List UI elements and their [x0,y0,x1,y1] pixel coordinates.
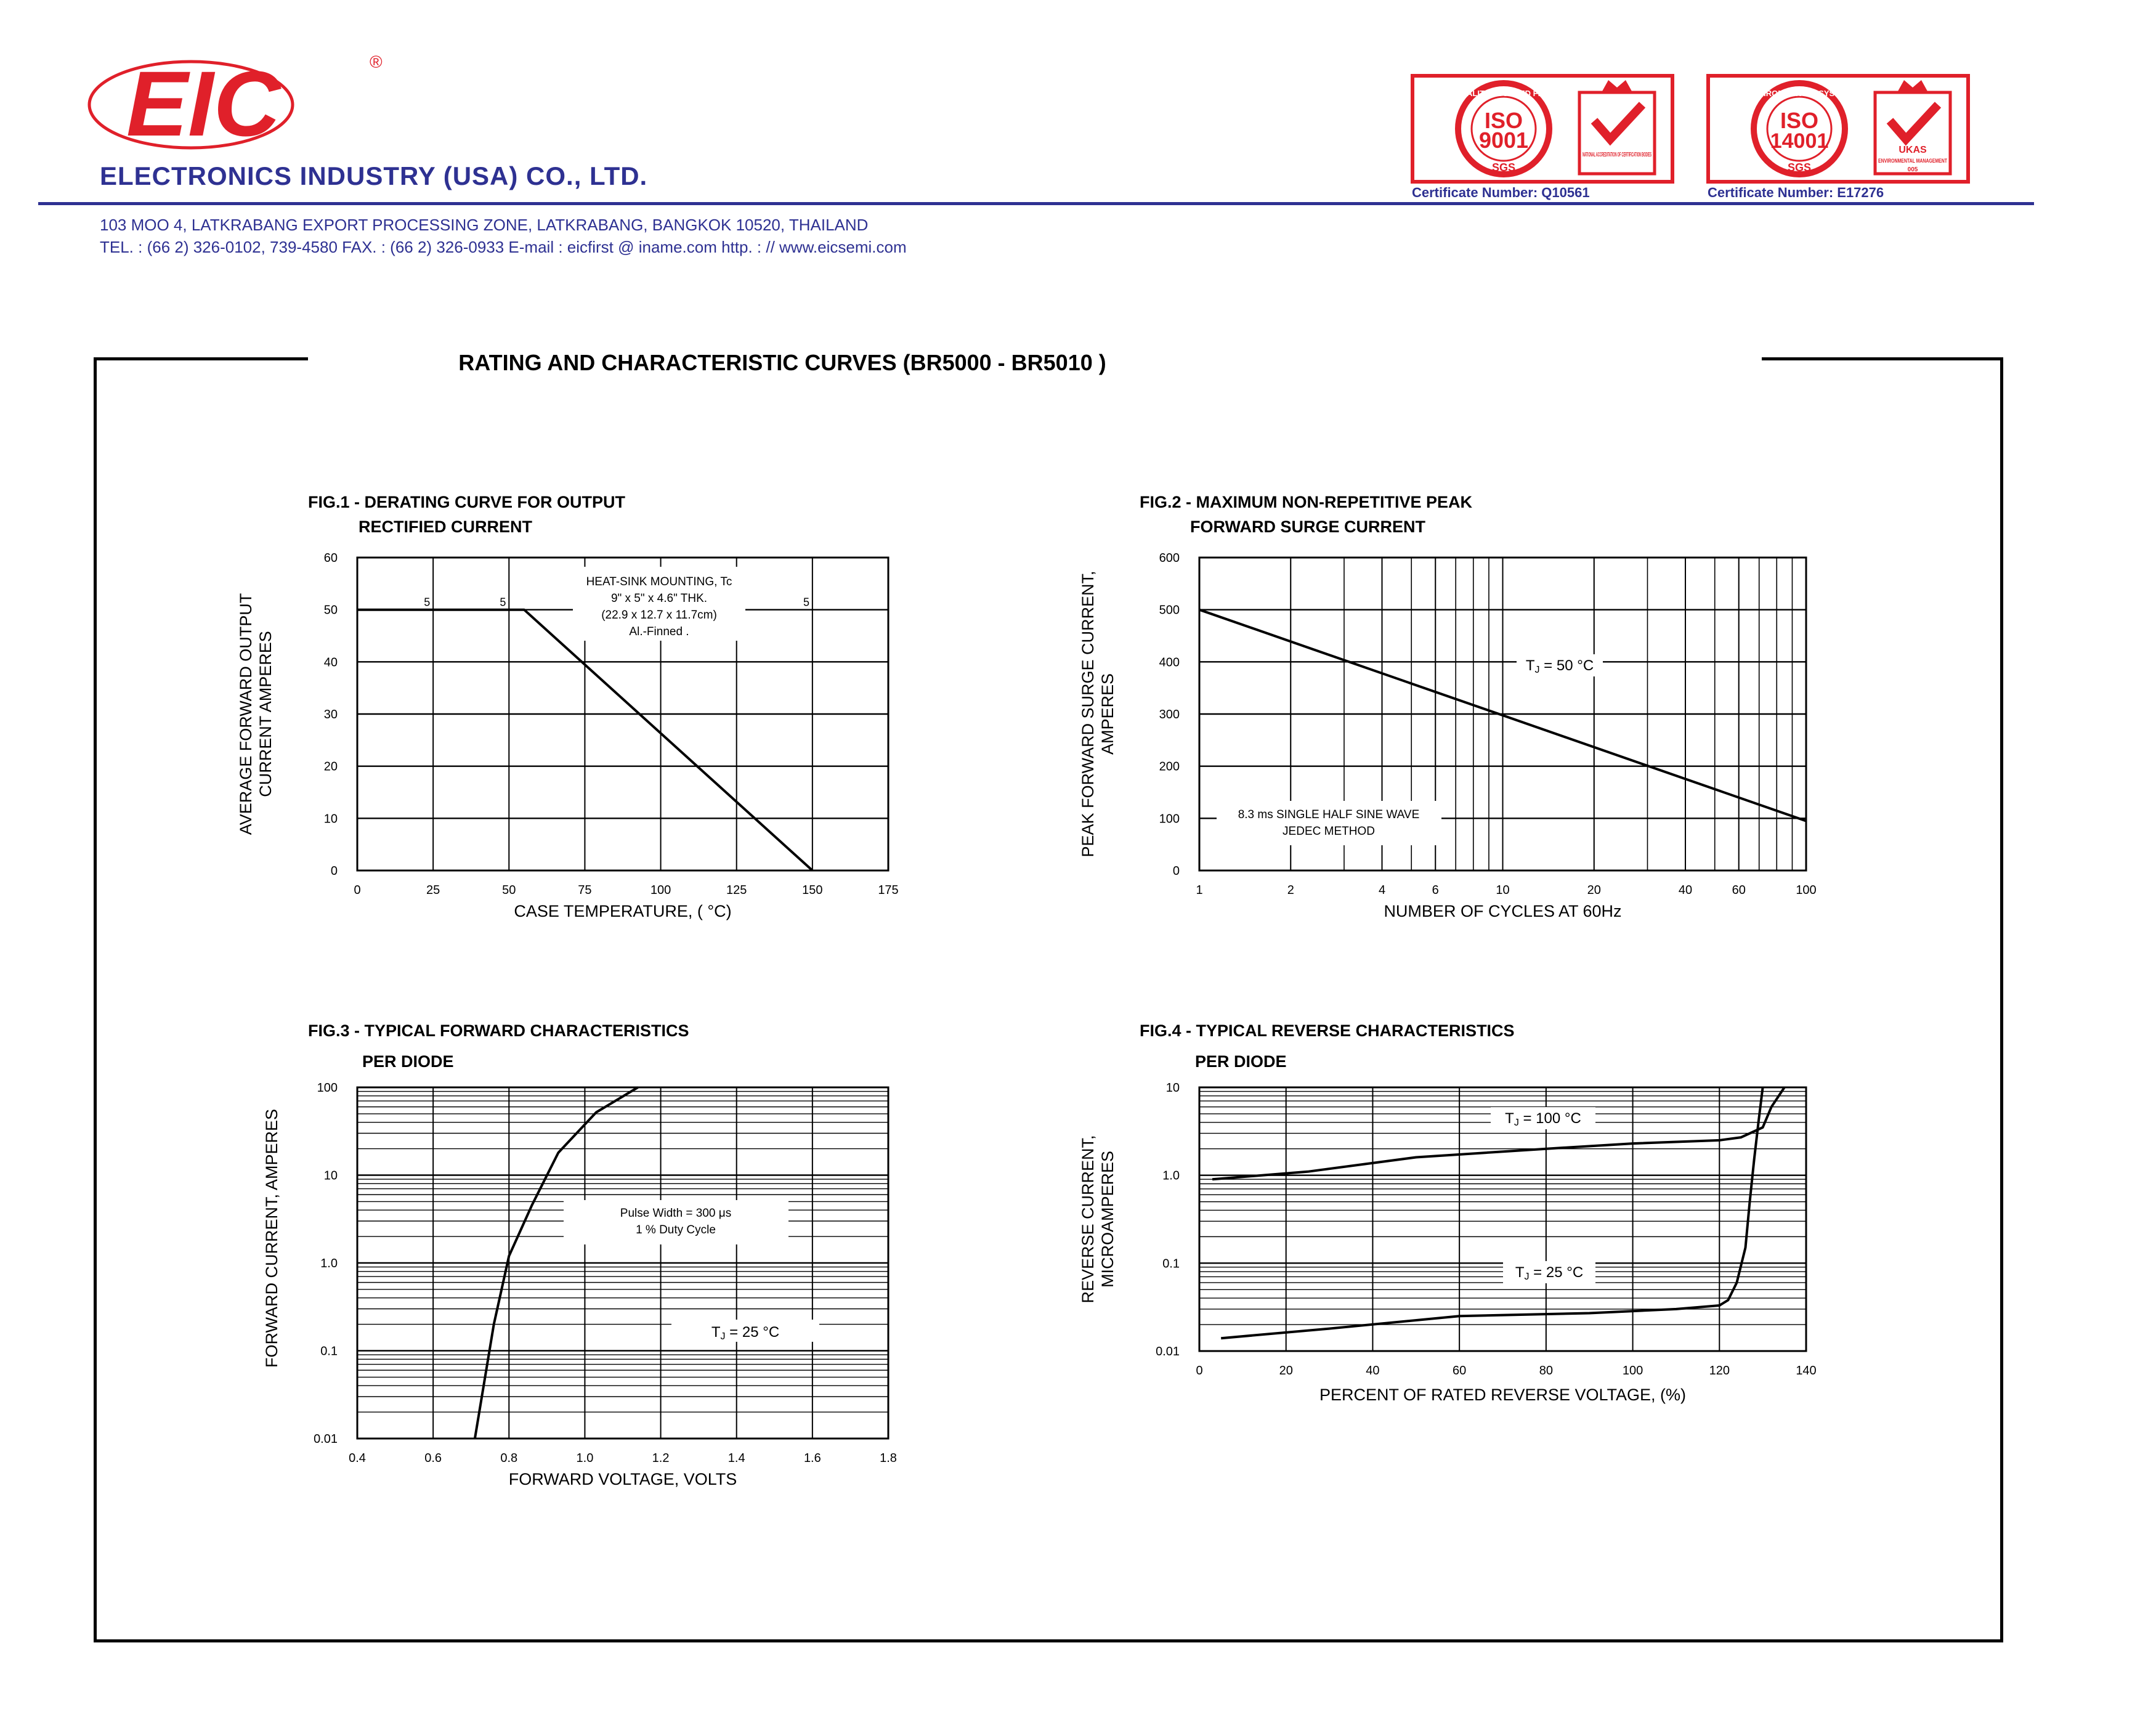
fig2-x-axis-label: NUMBER OF CYCLES AT 60Hz [1384,902,1622,920]
fig4-x-tick-label: 0 [1196,1364,1203,1378]
cert1-side: NATIONAL ACCREDITATION OF CERTIFICATION BODIES [1583,152,1652,158]
fig3-y-tick-label: 10 [323,1169,338,1183]
fig3-subtitle: PER DIODE [362,1052,454,1071]
fig2-x-tick-label: 6 [1432,883,1439,897]
fig4-subtitle: PER DIODE [1195,1052,1287,1071]
fig3-y-axis-label: FORWARD CURRENT, AMPERES [262,1108,281,1368]
fig1-x-tick-label: 25 [426,883,440,897]
fig2-annotation-line-2: JEDEC METHOD [1283,825,1375,838]
fig3-x-tick-label: 1.6 [803,1451,821,1465]
fig1-mark-label-1: 5 [424,596,431,609]
fig2-x-tick-label: 60 [1732,883,1746,897]
fig2-y-axis-label-2: AMPERES [1098,673,1117,755]
fig1-y-tick-label: 60 [323,551,338,565]
cert1-number: Certificate Number: Q10561 [1412,185,1590,200]
fig3-x-tick-label: 0.6 [424,1451,442,1465]
fig3-x-axis-label: FORWARD VOLTAGE, VOLTS [508,1470,737,1488]
fig2-annotation-line-1: 8.3 ms SINGLE HALF SINE WAVE [1238,808,1420,821]
fig2-annotation-bg [1217,801,1441,845]
fig4-y-tick-label: 0.01 [1156,1345,1180,1358]
fig2-series-label: TJ = 50 °C [1525,657,1594,675]
fig2-x-tick-label: 40 [1678,883,1693,897]
fig4-y-axis-label: REVERSE CURRENT, [1079,1135,1097,1304]
cert2-side2: ENVIRONMENTAL MANAGEMENT [1878,158,1948,164]
fig3-annotation-line-2: 1 % Duty Cycle [636,1224,716,1236]
logo-text: EIC [126,52,281,155]
fig1-y-axis-label: AVERAGE FORWARD OUTPUT [237,593,255,835]
fig3-series-label: TJ = 25 °C [711,1324,780,1342]
fig3-x-tick-label: 1.2 [652,1451,670,1465]
fig2-y-axis-label: PEAK FORWARD SURGE CURRENT, [1079,570,1097,858]
cert1-ring-text: QUALITY ASSURED FIRM [1454,89,1553,98]
fig3-y-tick-label: 1.0 [320,1257,338,1270]
fig4-x-axis-label: PERCENT OF RATED REVERSE VOLTAGE, (%) [1319,1386,1687,1404]
fig4-title: FIG.4 - TYPICAL REVERSE CHARACTERISTICS [1140,1021,1515,1040]
fig2-y-tick-label: 200 [1159,760,1180,774]
fig1-annotation-line-2: 9" x 5" x 4.6" THK. [610,592,708,605]
fig1-title: FIG.1 - DERATING CURVE FOR OUTPUT [308,493,626,511]
fig4-x-tick-label: 20 [1279,1364,1293,1378]
fig1-y-tick-label: 20 [323,760,338,774]
fig4-y-tick-label: 0.1 [1162,1257,1180,1271]
fig2-y-tick-label: 0 [1172,864,1180,878]
fig1-annotation-line-1: HEAT-SINK MOUNTING, Tc [586,575,732,588]
fig2-y-tick-label: 100 [1159,812,1180,826]
fig2-subtitle: FORWARD SURGE CURRENT [1190,517,1426,536]
fig2-x-tick-label: 100 [1796,883,1817,897]
address-line-2: TEL. : (66 2) 326-0102, 739-4580 FAX. : (66 2) 326-0933 E-mail : eicfirst @ iname.com http. : // www.eicsemi.com [100,238,907,256]
fig4-x-tick-label: 40 [1366,1364,1380,1378]
fig1-x-tick-label: 125 [726,883,747,897]
cert2-ring-text: ENVIRONMENTAL SYSTEM [1747,89,1852,98]
fig2-y-tick-label: 300 [1159,708,1180,721]
fig3-annotation-line-1: Pulse Width = 300 μs [620,1207,732,1220]
fig1-x-tick-label: 100 [650,883,671,897]
cert2-side3: 005 [1907,166,1918,173]
cert2-sgs: SGS [1787,161,1812,174]
fig2-x-tick-label: 20 [1587,883,1601,897]
fig1-x-tick-label: 75 [578,883,592,897]
fig1-y-tick-label: 40 [323,655,338,670]
fig1-x-tick-label: 175 [878,883,899,897]
cert2-side: UKAS [1899,145,1927,155]
cert1-num: 9001 [1478,128,1529,153]
fig2-x-tick-label: 2 [1287,883,1294,897]
registered-mark: ® [370,52,383,71]
fig3-x-tick-label: 0.8 [500,1451,518,1465]
fig2-title: FIG.2 - MAXIMUM NON-REPETITIVE PEAK [1140,493,1473,511]
fig2-x-tick-label: 4 [1378,883,1386,897]
cert1-iso: ISO [1484,108,1523,133]
fig1-y-axis-label-2: CURRENT AMPERES [256,631,275,797]
fig3-y-tick-label: 0.1 [320,1344,338,1358]
fig3-y-tick-label: 0.01 [314,1432,338,1446]
fig1-y-tick-label: 30 [323,708,338,721]
fig1-y-tick-label: 10 [323,812,338,826]
fig1-x-tick-label: 50 [502,883,516,897]
fig1-annotation-line-4: Al.-Finned . [629,625,689,638]
fig2-x-tick-label: 1 [1196,883,1203,897]
address-line-1: 103 MOO 4, LATKRABANG EXPORT PROCESSING ZONE, LATKRABANG, BANGKOK 10520, THAILAND [100,216,869,234]
fig3-x-tick-label: 1.0 [576,1451,594,1465]
page-title: RATING AND CHARACTERISTIC CURVES (BR5000 - BR5010 ) [458,350,1106,375]
fig3-title: FIG.3 - TYPICAL FORWARD CHARACTERISTICS [308,1021,689,1040]
fig4-x-tick-label: 100 [1622,1364,1643,1378]
fig4-x-tick-label: 60 [1453,1364,1467,1378]
fig2-y-tick-label: 500 [1159,603,1180,617]
fig4-series-1-label: TJ = 100 °C [1505,1110,1581,1128]
fig4-x-tick-label: 80 [1539,1364,1553,1378]
fig1-annotation-line-3: (22.9 x 12.7 x 11.7cm) [601,609,717,622]
fig3-x-tick-label: 0.4 [349,1451,366,1465]
fig1-y-tick-label: 0 [330,864,338,878]
fig1-mark-label-3: 5 [803,596,810,609]
fig1-mark-label-2: 5 [500,596,506,609]
fig1-x-axis-label: CASE TEMPERATURE, ( °C) [514,902,732,920]
fig4-x-tick-label: 140 [1796,1364,1817,1378]
fig4-y-tick-label: 1.0 [1162,1169,1180,1183]
fig4-series-2-label: TJ = 25 °C [1515,1264,1584,1282]
fig3-x-tick-label: 1.8 [880,1451,897,1465]
fig1-x-tick-label: 0 [354,883,361,897]
company-name: ELECTRONICS INDUSTRY (USA) CO., LTD. [100,161,648,190]
fig2-y-tick-label: 600 [1159,551,1180,565]
cert2-iso: ISO [1780,108,1819,133]
cert2-num: 14001 [1770,129,1829,153]
fig3-y-tick-label: 100 [317,1081,338,1095]
fig4-x-tick-label: 120 [1709,1364,1730,1378]
fig1-x-tick-label: 150 [802,883,823,897]
fig2-x-tick-label: 10 [1496,883,1510,897]
fig4-y-axis-label-2: MICROAMPERES [1098,1150,1117,1288]
fig1-subtitle: RECTIFIED CURRENT [359,517,532,536]
fig3-x-tick-label: 1.4 [727,1451,745,1465]
fig1-y-tick-label: 50 [323,603,338,617]
cert2-number: Certificate Number: E17276 [1708,185,1884,200]
fig4-y-tick-label: 10 [1165,1081,1180,1095]
cert1-sgs: SGS [1491,161,1516,174]
fig2-y-tick-label: 400 [1159,655,1180,670]
